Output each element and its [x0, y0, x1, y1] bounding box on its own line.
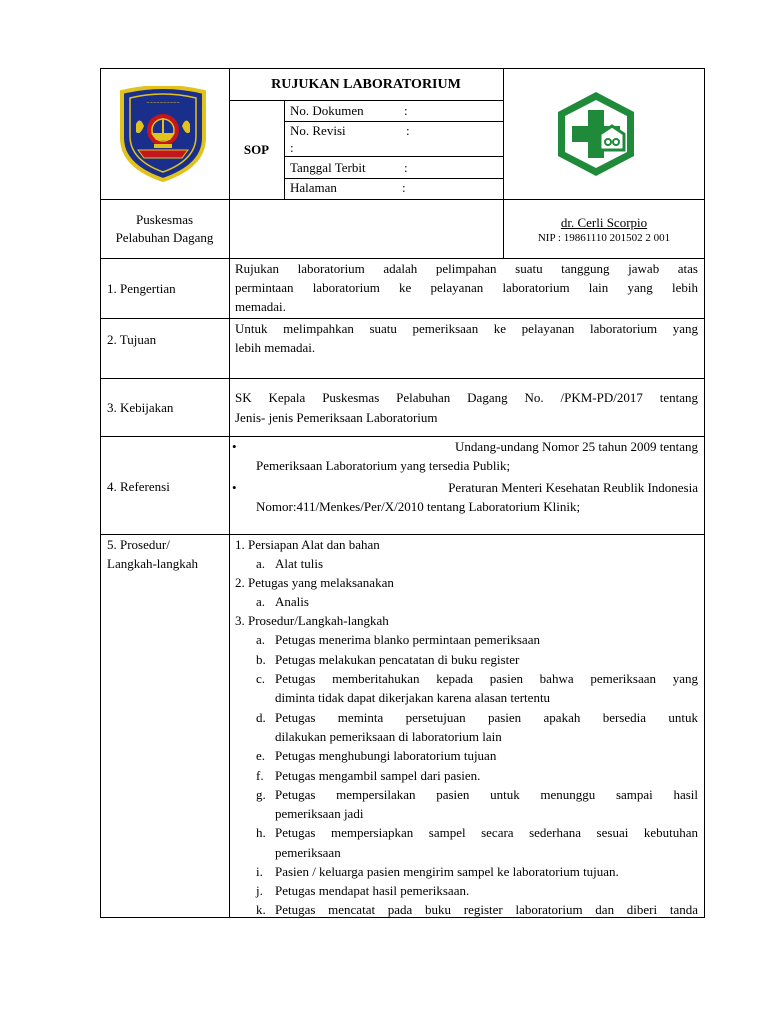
proc-item-marker: c.: [256, 671, 266, 686]
regional-emblem-logo: [118, 86, 208, 182]
referensi-item2-line2: Nomor:411/Menkes/Per/X/2010 tentang Laboratorium Klinik;: [256, 499, 581, 514]
step-2a-marker: a.: [256, 594, 266, 609]
proc-item-text: Petugas mendapat hasil pemeriksaan.: [275, 883, 470, 898]
proc-item-marker: b.: [256, 652, 266, 667]
proc-item-text: Petugas mengambil sampel dari pasien.: [275, 768, 481, 783]
label-tujuan: 2. Tujuan: [107, 332, 157, 347]
bullet-icon: •: [232, 480, 237, 495]
bullet-icon: •: [232, 439, 237, 454]
proc-item-marker: d.: [256, 710, 266, 725]
proc-item-cont: diminta tidak dapat dikerjakan karena alasan tertentu: [275, 690, 551, 705]
puskesmas-logo: [548, 86, 644, 182]
field-tanggal-terbit-label: Tanggal Terbit: [290, 160, 366, 175]
proc-item-text: Petugas menerima blanko permintaan pemeriksaan: [275, 632, 540, 647]
field-no-dokumen-label: No. Dokumen: [290, 103, 364, 118]
label-prosedur: 5. Prosedur/: [107, 537, 170, 552]
step-1a-text: Alat tulis: [275, 556, 324, 571]
proc-item-marker: g.: [256, 787, 266, 802]
tujuan-line2: lebih memadai.: [235, 340, 316, 355]
title-bottom-line: [229, 100, 503, 101]
kebijakan-line1: SK Kepala Puskesmas Pelabuhan Dagang No. /PKM-PD/2017 tentang: [235, 390, 698, 405]
header-bottom-line: [100, 199, 705, 200]
referensi-item2-line1: Peraturan Menteri Kesehatan Reublik Indonesia: [448, 480, 698, 495]
proc-item-text: Petugas menghubungi laboratorium tujuan: [275, 748, 497, 763]
kebijakan-line2: Jenis- jenis Pemeriksaan Laboratorium: [235, 410, 438, 425]
label-langkah: Langkah-langkah: [107, 556, 198, 571]
field-no-revisi-sep: :: [406, 123, 410, 138]
proc-item-cont: pemeriksaan: [275, 845, 341, 860]
step-2a-text: Analis: [275, 594, 309, 609]
pengertian-line1: Rujukan laboratorium adalah pelimpahan suatu tanggung jawab atas: [235, 261, 698, 276]
proc-item-cont: pemeriksaan jadi: [275, 806, 364, 821]
pengertian-line3: memadai.: [235, 299, 286, 314]
tujuan-line1: Untuk melimpahkan suatu pemeriksaan ke pelayanan laboratorium yang: [235, 321, 698, 336]
step-1-heading: 1. Persiapan Alat dan bahan: [235, 537, 380, 552]
sop-label: SOP: [243, 142, 270, 157]
proc-item-marker: h.: [256, 825, 266, 840]
field-no-dokumen-sep: :: [404, 103, 408, 118]
field-no-revisi-label: No. Revisi: [290, 123, 346, 138]
svg-text:~~~~~~~~~~: ~~~~~~~~~~: [146, 100, 180, 105]
proc-item-text: Petugas mencatat pada buku register laboratorium dan diberi tanda: [275, 902, 698, 917]
step-1a-marker: a.: [256, 556, 266, 571]
step-2-heading: 2. Petugas yang melaksanakan: [235, 575, 394, 590]
document-title: RUJUKAN LABORATORIUM: [271, 77, 461, 92]
label-kebijakan: 3. Kebijakan: [107, 400, 174, 415]
proc-item-marker: e.: [256, 748, 266, 763]
signer-name: dr. Cerli Scorpio: [560, 215, 648, 230]
field-no-revisi-extra: :: [290, 140, 294, 155]
proc-item-text: Pasien / keluarga pasien mengirim sampel ke laboratorium tujuan.: [275, 864, 619, 879]
proc-item-marker: i.: [256, 864, 263, 879]
proc-item-text: Petugas mempersilakan pasien untuk menunggu sampai hasil: [275, 787, 698, 802]
proc-item-text: Petugas melakukan pencatatan di buku register: [275, 652, 520, 667]
field-tanggal-terbit-sep: :: [404, 160, 408, 175]
proc-item-marker: f.: [256, 768, 264, 783]
step-3-heading: 3. Prosedur/Langkah-langkah: [235, 613, 389, 628]
proc-item-marker: a.: [256, 632, 266, 647]
proc-item-marker: j.: [256, 883, 263, 898]
proc-item-marker: k.: [256, 902, 266, 917]
referensi-item1-line2: Pemeriksaan Laboratorium yang tersedia Publik;: [256, 458, 511, 473]
field-halaman-sep: :: [402, 180, 406, 195]
org-name-line2: Pelabuhan Dagang: [115, 230, 214, 245]
field-halaman-label: Halaman: [290, 180, 337, 195]
org-name-line1: Puskesmas: [135, 212, 194, 227]
label-referensi: 4. Referensi: [107, 479, 170, 494]
proc-item-text: Petugas memberitahukan kepada pasien bahwa pemeriksaan yang: [275, 671, 698, 686]
label-pengertian: 1. Pengertian: [107, 281, 176, 296]
signer-nip: NIP : 19861110 201502 2 001: [537, 232, 671, 244]
proc-item-text: Petugas mempersiapkan sampel secara sederhana sesuai kebutuhan: [275, 825, 698, 840]
pengertian-line2: permintaan laboratorium ke pelayanan laboratorium lain yang lebih: [235, 280, 698, 295]
proc-item-text: Petugas meminta persetujuan pasien apakah bersedia untuk: [275, 710, 698, 725]
proc-item-cont: dilakukan pemeriksaan di laboratorium lain: [275, 729, 502, 744]
referensi-item1-line1: Undang-undang Nomor 25 tahun 2009 tentang: [455, 439, 698, 454]
